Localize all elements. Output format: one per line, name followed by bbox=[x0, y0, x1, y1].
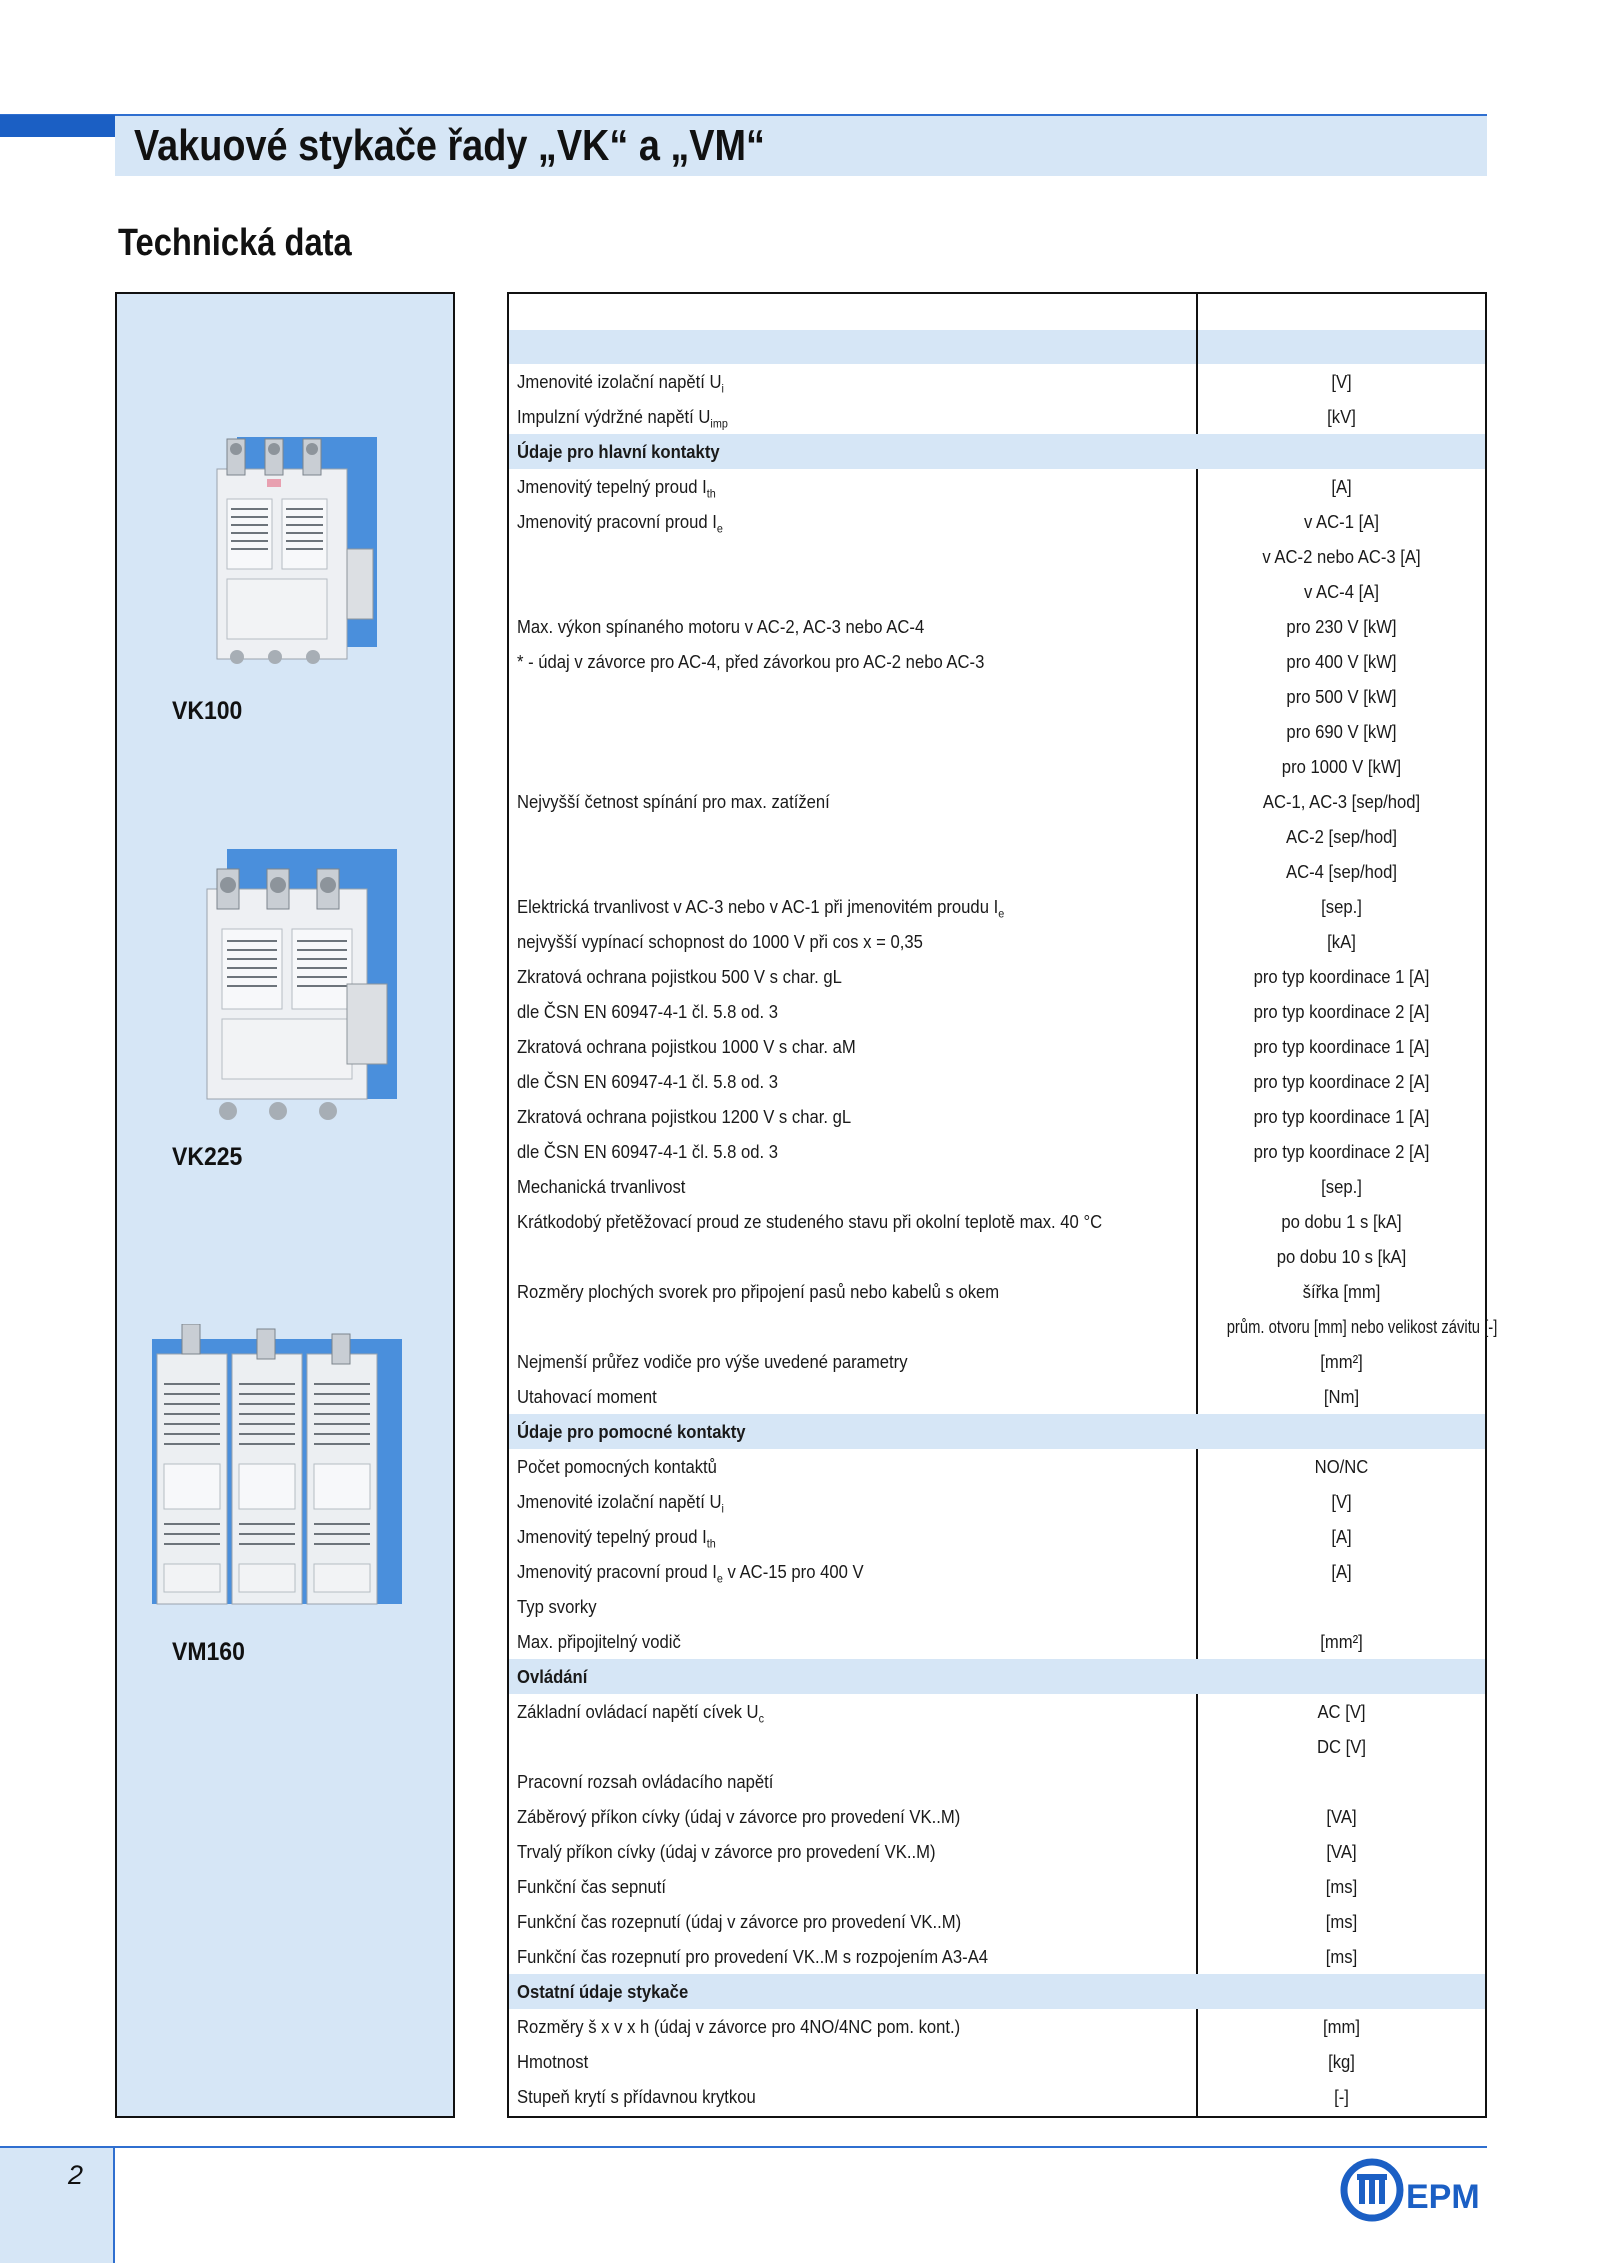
row-unit: [A] bbox=[1331, 476, 1352, 497]
row-unit: pro typ koordinace 2 [A] bbox=[1253, 1071, 1430, 1092]
row-unit: [mm²] bbox=[1320, 1631, 1363, 1652]
contactor-vk225-icon bbox=[167, 849, 407, 1129]
row-label-text: Nejvyšší četnost spínání pro max. zatížení bbox=[517, 791, 830, 812]
table-row bbox=[509, 784, 1485, 819]
footer-divider bbox=[113, 2148, 115, 2263]
row-unit: v AC-4 [A] bbox=[1304, 581, 1379, 602]
row-label bbox=[517, 2079, 756, 2114]
table-section-row bbox=[509, 1974, 1485, 2009]
product-label-vm160: VM160 bbox=[172, 1638, 245, 1666]
row-label bbox=[517, 784, 830, 819]
table-row bbox=[509, 1274, 1485, 1309]
row-label-text: Typ svorky bbox=[517, 1596, 597, 1617]
table-row bbox=[509, 1099, 1485, 1134]
footer-band bbox=[0, 2148, 113, 2263]
row-label bbox=[517, 609, 924, 644]
row-label bbox=[517, 959, 842, 994]
row-label-text: Elektrická trvanlivost v AC-3 nebo v AC-1 při jmenovitém proudu I bbox=[517, 896, 999, 917]
table-row bbox=[509, 749, 1485, 784]
row-unit: pro 690 V [kW] bbox=[1286, 721, 1397, 742]
row-unit: [ms] bbox=[1325, 1911, 1358, 1932]
row-unit: [ms] bbox=[1325, 1946, 1358, 1967]
row-label-text: Utahovací moment bbox=[517, 1386, 657, 1407]
row-label bbox=[517, 364, 724, 399]
row-unit: [mm] bbox=[1322, 2016, 1360, 2037]
table-row bbox=[509, 2044, 1485, 2079]
table-row bbox=[509, 1799, 1485, 1834]
row-label bbox=[517, 1939, 988, 1974]
row-label-text: Údaje pro hlavní kontakty bbox=[517, 441, 720, 462]
row-label-subscript: i bbox=[721, 381, 724, 396]
row-label bbox=[517, 2009, 960, 2044]
row-unit: [A] bbox=[1331, 1561, 1352, 1582]
row-label bbox=[517, 1869, 666, 1904]
row-label-text: Nejmenší průřez vodiče pro výše uvedené parametry bbox=[517, 1351, 908, 1372]
row-label-text: Údaje pro pomocné kontakty bbox=[517, 1421, 746, 1442]
row-unit: [kA] bbox=[1327, 931, 1356, 952]
table-row bbox=[509, 994, 1485, 1029]
row-unit: [sep.] bbox=[1321, 1176, 1362, 1197]
row-label-text: Krátkodobý přetěžovací proud ze studeného stavu při okolní teplotě max. 40 °C bbox=[517, 1211, 1103, 1232]
row-unit bbox=[1212, 1589, 1470, 1624]
table-row bbox=[509, 1729, 1485, 1764]
row-unit: [kg] bbox=[1328, 2051, 1355, 2072]
row-label-text: Jmenovitý tepelný proud I bbox=[517, 1526, 707, 1547]
product-label-vk225: VK225 bbox=[172, 1143, 243, 1171]
row-label bbox=[517, 1484, 724, 1519]
table-row bbox=[509, 364, 1485, 399]
table-row bbox=[509, 1904, 1485, 1939]
table-row bbox=[509, 1064, 1485, 1099]
row-label bbox=[517, 1169, 685, 1204]
table-row bbox=[509, 1134, 1485, 1169]
table-row bbox=[509, 644, 1485, 679]
table-row bbox=[509, 574, 1485, 609]
table-row bbox=[509, 1344, 1485, 1379]
table-row bbox=[509, 1764, 1485, 1799]
row-label-subscript: th bbox=[706, 1536, 716, 1551]
table-row bbox=[509, 679, 1485, 714]
row-label-text: Jmenovitý tepelný proud I bbox=[517, 476, 707, 497]
row-label bbox=[517, 1274, 999, 1309]
table-row bbox=[509, 504, 1485, 539]
row-unit: pro typ koordinace 1 [A] bbox=[1253, 966, 1430, 987]
row-label-text: Max. výkon spínaného motoru v AC-2, AC-3 nebo AC-4 bbox=[517, 616, 925, 637]
row-label bbox=[517, 1904, 961, 1939]
row-label-text: dle ČSN EN 60947-4-1 čl. 5.8 od. 3 bbox=[517, 1001, 778, 1022]
table-section-row bbox=[509, 434, 1485, 469]
row-label bbox=[517, 504, 723, 539]
row-unit bbox=[1212, 1414, 1470, 1449]
row-unit: pro typ koordinace 2 [A] bbox=[1253, 1141, 1430, 1162]
table-row bbox=[509, 1694, 1485, 1729]
row-unit: [Nm] bbox=[1323, 1386, 1360, 1407]
row-unit: [V] bbox=[1331, 1491, 1352, 1512]
table-row bbox=[509, 2079, 1485, 2114]
row-label-text: dle ČSN EN 60947-4-1 čl. 5.8 od. 3 bbox=[517, 1141, 778, 1162]
row-unit: po dobu 1 s [kA] bbox=[1281, 1211, 1402, 1232]
row-label bbox=[517, 1204, 1102, 1239]
row-label-text: Počet pomocných kontaktů bbox=[517, 1456, 717, 1477]
header-accent-block bbox=[0, 115, 115, 137]
row-label-text: nejvyšší vypínací schopnost do 1000 V při cos x = 0,35 bbox=[517, 931, 923, 952]
table-row bbox=[509, 1939, 1485, 1974]
row-unit: pro 1000 V [kW] bbox=[1281, 756, 1402, 777]
row-label-text: Hmotnost bbox=[517, 2051, 589, 2072]
table-row bbox=[509, 1624, 1485, 1659]
table-row bbox=[509, 714, 1485, 749]
row-label bbox=[517, 1029, 856, 1064]
table-row bbox=[509, 1379, 1485, 1414]
row-label-text: Zkratová ochrana pojistkou 1000 V s char. aM bbox=[517, 1036, 856, 1057]
table-section-row bbox=[509, 1659, 1485, 1694]
row-unit: [ms] bbox=[1325, 1876, 1358, 1897]
row-label bbox=[517, 1799, 960, 1834]
row-label-subscript: imp bbox=[710, 416, 728, 431]
row-unit: prům. otvoru [mm] nebo velikost závitu [-] bbox=[1226, 1316, 1498, 1337]
row-unit: pro typ koordinace 2 [A] bbox=[1253, 1001, 1430, 1022]
row-label-text: Zkratová ochrana pojistkou 1200 V s char. gL bbox=[517, 1106, 852, 1127]
table-row bbox=[509, 1309, 1498, 1344]
row-unit bbox=[1212, 1974, 1470, 2009]
row-label bbox=[517, 1974, 688, 2009]
row-label bbox=[517, 2044, 588, 2079]
table-row bbox=[509, 609, 1485, 644]
row-label bbox=[517, 1624, 681, 1659]
table-row bbox=[509, 1239, 1485, 1274]
row-label-subscript: i bbox=[721, 1501, 724, 1516]
svg-text:EPM: EPM bbox=[1406, 2178, 1480, 2216]
row-unit: AC-4 [sep/hod] bbox=[1285, 861, 1398, 882]
row-label-text: Funkční čas sepnutí bbox=[517, 1876, 667, 1897]
table-row bbox=[509, 1519, 1485, 1554]
table-header-band bbox=[509, 330, 1485, 364]
row-unit bbox=[1212, 1764, 1470, 1799]
row-label-text: dle ČSN EN 60947-4-1 čl. 5.8 od. 3 bbox=[517, 1071, 778, 1092]
row-unit bbox=[1212, 1659, 1470, 1694]
row-label-text: Základní ovládací napětí cívek U bbox=[517, 1701, 759, 1722]
row-unit: AC [V] bbox=[1317, 1701, 1366, 1722]
product-image-vk100 bbox=[197, 429, 397, 674]
product-panel bbox=[115, 292, 455, 2118]
row-label bbox=[517, 1449, 717, 1484]
row-unit: [V] bbox=[1331, 371, 1352, 392]
table-row bbox=[509, 854, 1485, 889]
epm-logo-icon bbox=[1338, 2156, 1488, 2226]
row-unit: v AC-2 nebo AC-3 [A] bbox=[1262, 546, 1421, 567]
row-label-text: * - údaj v závorce pro AC-4, před závorkou pro AC-2 nebo AC-3 bbox=[517, 651, 985, 672]
row-label bbox=[517, 469, 716, 504]
table-row bbox=[509, 1589, 1485, 1624]
row-unit: AC-1, AC-3 [sep/hod] bbox=[1262, 791, 1421, 812]
row-unit: pro 400 V [kW] bbox=[1286, 651, 1397, 672]
contactor-vk100-icon bbox=[197, 429, 397, 669]
row-label bbox=[517, 1134, 778, 1169]
epm-logo bbox=[1338, 2156, 1488, 2231]
row-label-text: Funkční čas rozepnutí pro provedení VK..M s rozpojením A3-A4 bbox=[517, 1946, 989, 1967]
table-row bbox=[509, 889, 1485, 924]
row-label-subscript: e bbox=[998, 906, 1005, 921]
row-label bbox=[517, 644, 984, 679]
row-label bbox=[517, 1589, 597, 1624]
row-label-text: Jmenovitý pracovní proud I bbox=[517, 1561, 717, 1582]
row-label bbox=[517, 889, 1004, 924]
row-unit bbox=[1212, 434, 1470, 469]
table-row bbox=[509, 539, 1485, 574]
row-unit: AC-2 [sep/hod] bbox=[1285, 826, 1398, 847]
row-label bbox=[517, 1379, 657, 1414]
row-label-suffix: v AC-15 pro 400 V bbox=[722, 1561, 864, 1582]
row-unit: v AC-1 [A] bbox=[1304, 511, 1379, 532]
row-label bbox=[517, 1344, 908, 1379]
table-row bbox=[509, 1029, 1485, 1064]
row-unit: DC [V] bbox=[1316, 1736, 1367, 1757]
row-label-text: Jmenovité izolační napětí U bbox=[517, 371, 722, 392]
table-row bbox=[509, 2009, 1485, 2044]
row-label-text: Mechanická trvanlivost bbox=[517, 1176, 686, 1197]
row-label-text: Pracovní rozsah ovládacího napětí bbox=[517, 1771, 774, 1792]
row-unit: po dobu 10 s [kA] bbox=[1276, 1246, 1407, 1267]
table-row bbox=[509, 1484, 1485, 1519]
row-label bbox=[517, 924, 923, 959]
row-unit: [A] bbox=[1331, 1526, 1352, 1547]
row-label-text: Impulzní výdržné napětí U bbox=[517, 406, 711, 427]
table-row bbox=[509, 924, 1485, 959]
page-title: Vakuové stykače řady „VK“ a „VM“ bbox=[134, 121, 765, 170]
row-label-subscript: e bbox=[716, 521, 723, 536]
section-title: Technická data bbox=[118, 222, 352, 264]
table-row bbox=[509, 1834, 1485, 1869]
row-label bbox=[517, 399, 728, 434]
table-section-row bbox=[509, 1414, 1485, 1449]
row-label bbox=[517, 1099, 851, 1134]
row-label bbox=[517, 1064, 778, 1099]
table-row bbox=[509, 819, 1485, 854]
row-label-text: Trvalý příkon cívky (údaj v závorce pro provedení VK..M) bbox=[517, 1841, 936, 1862]
table-row bbox=[509, 959, 1485, 994]
row-unit: pro 230 V [kW] bbox=[1286, 616, 1397, 637]
row-label-text: Rozměry plochých svorek pro připojení pasů nebo kabelů s okem bbox=[517, 1281, 1000, 1302]
row-label bbox=[517, 1659, 587, 1694]
row-label-text: Ostatní údaje stykače bbox=[517, 1981, 689, 2002]
product-image-vm160 bbox=[152, 1324, 402, 1619]
row-label bbox=[517, 1414, 746, 1449]
row-label-text: Zkratová ochrana pojistkou 500 V s char. gL bbox=[517, 966, 842, 987]
row-unit: šířka [mm] bbox=[1302, 1281, 1381, 1302]
row-label bbox=[517, 1764, 773, 1799]
row-label-subscript: c bbox=[758, 1711, 764, 1726]
tech-data-table bbox=[507, 292, 1498, 2118]
row-label-text: Záběrový příkon cívky (údaj v závorce pro provedení VK..M) bbox=[517, 1806, 961, 1827]
row-unit: [VA] bbox=[1326, 1841, 1357, 1862]
row-label-subscript: e bbox=[716, 1571, 723, 1586]
row-unit: [sep.] bbox=[1321, 896, 1362, 917]
row-unit: [mm²] bbox=[1320, 1351, 1363, 1372]
table-row bbox=[509, 1169, 1485, 1204]
row-label bbox=[517, 1554, 864, 1589]
page-number: 2 bbox=[68, 2160, 84, 2190]
table-row bbox=[509, 1869, 1485, 1904]
table-row bbox=[509, 399, 1485, 434]
row-label-text: Max. připojitelný vodič bbox=[517, 1631, 681, 1652]
row-unit: pro 500 V [kW] bbox=[1286, 686, 1397, 707]
row-unit: NO/NC bbox=[1314, 1456, 1369, 1477]
row-label-subscript: th bbox=[706, 486, 716, 501]
table-body bbox=[509, 364, 1498, 2114]
row-label bbox=[517, 1694, 764, 1729]
table-row bbox=[509, 1554, 1485, 1589]
row-label-text: Jmenovitý pracovní proud I bbox=[517, 511, 717, 532]
row-label-text: Jmenovité izolační napětí U bbox=[517, 1491, 722, 1512]
table-row bbox=[509, 1204, 1485, 1239]
footer-rule bbox=[0, 2146, 1487, 2148]
product-label-vk100: VK100 bbox=[172, 697, 243, 725]
row-unit: pro typ koordinace 1 [A] bbox=[1253, 1106, 1430, 1127]
product-image-vk225 bbox=[167, 849, 407, 1134]
table-row bbox=[509, 1449, 1485, 1484]
row-label bbox=[517, 1834, 936, 1869]
contactor-vm160-icon bbox=[152, 1324, 402, 1614]
row-unit: [VA] bbox=[1326, 1806, 1357, 1827]
row-label-text: Ovládání bbox=[517, 1666, 588, 1687]
row-label bbox=[517, 434, 720, 469]
row-unit: [-] bbox=[1334, 2086, 1349, 2107]
row-label-text: Funkční čas rozepnutí (údaj v závorce pro provedení VK..M) bbox=[517, 1911, 962, 1932]
row-label bbox=[517, 1519, 716, 1554]
row-unit: pro typ koordinace 1 [A] bbox=[1253, 1036, 1430, 1057]
row-label-text: Stupeň krytí s přídavnou krytkou bbox=[517, 2086, 756, 2107]
row-label bbox=[517, 994, 778, 1029]
row-unit: [kV] bbox=[1327, 406, 1356, 427]
table-row bbox=[509, 469, 1485, 504]
row-label-text: Rozměry š x v x h (údaj v závorce pro 4NO/4NC pom. kont.) bbox=[517, 2016, 961, 2037]
